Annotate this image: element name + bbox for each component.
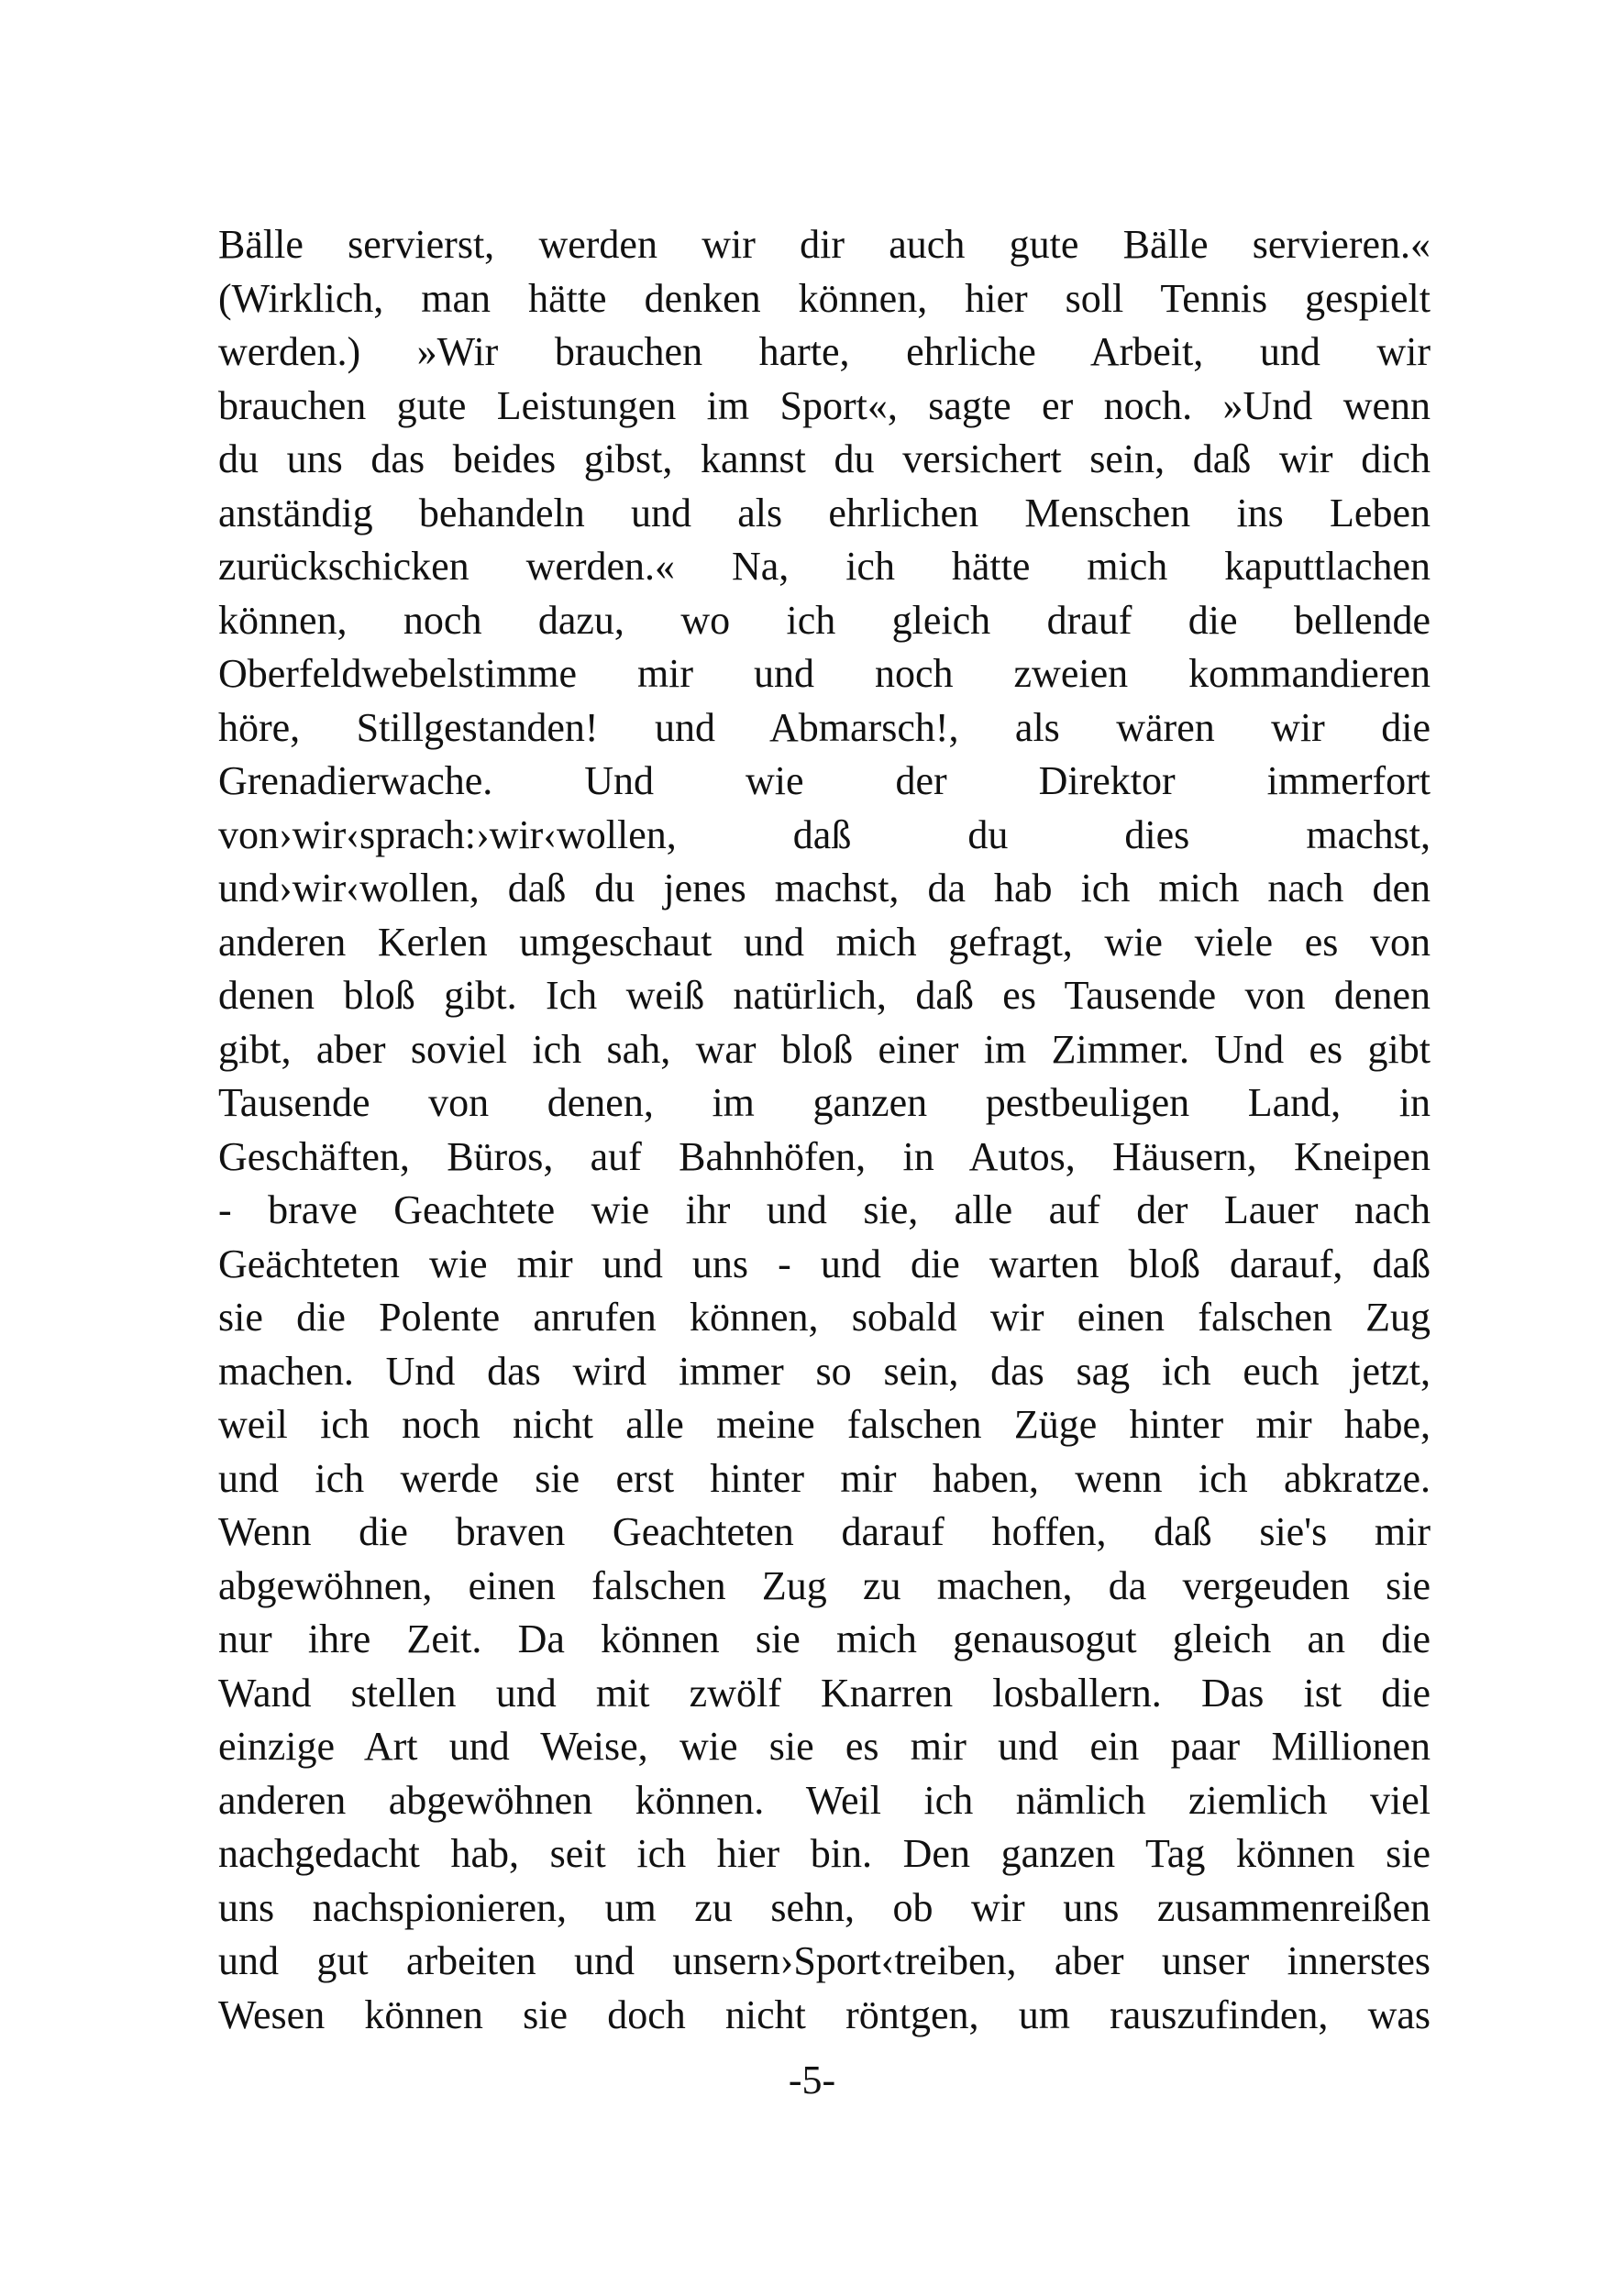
text-line: Grenadierwache. Und wie der Direktor immerfort — [218, 758, 1431, 803]
page-number: -5- — [788, 2058, 836, 2102]
text-line: abgewöhnen, einen falschen Zug zu machen, da vergeuden sie — [218, 1562, 1431, 1608]
text-line: gibt, aber soviel ich sah, war bloß einer im Zimmer. Und es gibt — [218, 1026, 1431, 1072]
text-line: einzige Art und Weise, wie sie es mir und ein paar Millionen — [218, 1724, 1431, 1769]
text-line: sie die Polente anrufen können, sobald wir einen falschen Zug — [218, 1295, 1431, 1340]
text-line: werden.) »Wir brauchen harte, ehrliche Arbeit, und wir — [218, 329, 1431, 374]
text-line: höre, Stillgestanden! und Abmarsch!, als wären wir die — [218, 704, 1431, 750]
text-line: - brave Geachtete wie ihr und sie, alle auf der Lauer nach — [218, 1187, 1431, 1232]
text-line: Oberfeldwebelstimme mir und noch zweien kommandieren — [218, 651, 1431, 696]
text-line: machen. Und das wird immer so sein, das sag ich euch jetzt, — [218, 1348, 1431, 1394]
text-line: du uns das beides gibst, kannst du versichert sein, daß wir dich — [218, 436, 1431, 481]
text-line: Geächteten wie mir und uns - und die warten bloß darauf, daß — [218, 1241, 1431, 1286]
text-line: anderen Kerlen umgeschaut und mich gefragt, wie viele es von — [218, 919, 1431, 965]
text-line: Wesen können sie doch nicht röntgen, um rauszufinden, was — [218, 1992, 1431, 2037]
text-line: (Wirklich, man hätte denken können, hier soll Tennis gespielt — [218, 275, 1431, 321]
text-line: von›wir‹sprach:›wir‹wollen, daß du dies machst, — [218, 811, 1431, 857]
body-text — [218, 218, 1431, 2042]
text-line: nachgedacht hab, seit ich hier bin. Den ganzen Tag können sie — [218, 1831, 1431, 1876]
text-line: Geschäften, Büros, auf Bahnhöfen, in Autos, Häusern, Kneipen — [218, 1133, 1431, 1179]
text-line: anderen abgewöhnen können. Weil ich nämlich ziemlich viel — [218, 1777, 1431, 1823]
text-line: Bälle servierst, werden wir dir auch gute Bälle servieren.« — [218, 222, 1431, 267]
text-line: zurückschicken werden.« Na, ich hätte mich kaputtlachen — [218, 544, 1431, 589]
text-line: brauchen gute Leistungen im Sport«, sagte er noch. »Und wenn — [218, 382, 1431, 428]
text-line: denen bloß gibt. Ich weiß natürlich, daß es Tausende von denen — [218, 973, 1431, 1018]
text-line: weil ich noch nicht alle meine falschen Züge hinter mir habe, — [218, 1402, 1431, 1447]
text-line: uns nachspionieren, um zu sehn, ob wir uns zusammenreißen — [218, 1884, 1431, 1930]
text-line: können, noch dazu, wo ich gleich drauf die bellende — [218, 597, 1431, 643]
text-line: Wenn die braven Geachteten darauf hoffen, daß sie's mir — [218, 1509, 1431, 1554]
text-line: anständig behandeln und als ehrlichen Menschen ins Leben — [218, 490, 1431, 535]
text-line: und gut arbeiten und unsern›Sport‹treiben, aber unser innerstes — [218, 1938, 1431, 1983]
text-line: Tausende von denen, im ganzen pestbeuligen Land, in — [218, 1080, 1431, 1125]
text-line: und›wir‹wollen, daß du jenes machst, da hab ich mich nach den — [218, 866, 1431, 910]
text-line: und ich werde sie erst hinter mir haben, wenn ich abkratze. — [218, 1455, 1431, 1501]
text-line: nur ihre Zeit. Da können sie mich genausogut gleich an die — [218, 1616, 1431, 1661]
text-line: Wand stellen und mit zwölf Knarren losballern. Das ist die — [218, 1670, 1431, 1716]
